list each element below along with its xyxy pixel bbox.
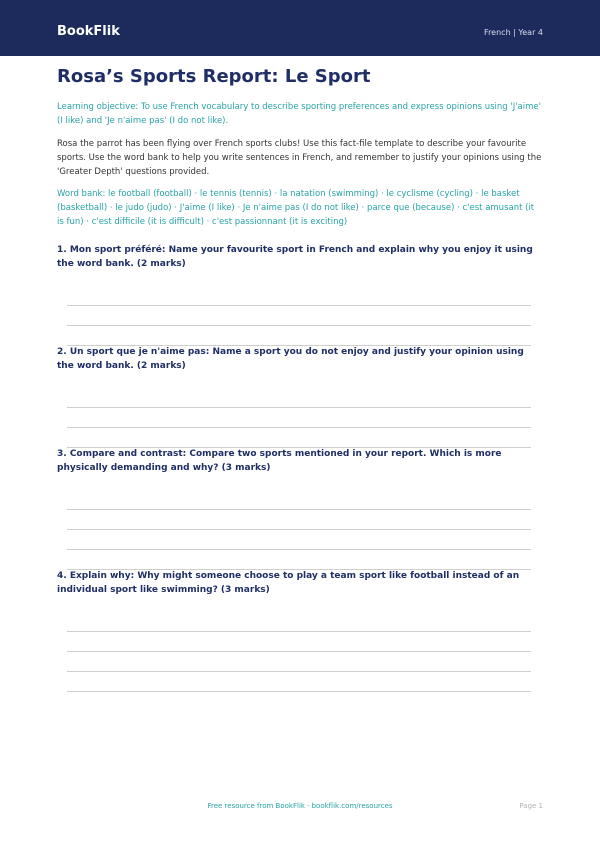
question-4 (57, 569, 543, 597)
answer-line[interactable] (67, 305, 531, 306)
question-text: 1. Mon sport préféré: Name your favourite sport in French and explain why you enjoy it using the word bank. (2 marks) (57, 245, 533, 269)
answer-line[interactable] (67, 631, 531, 632)
question-3 (57, 447, 543, 475)
question-2 (57, 345, 543, 373)
question-text: 4. Explain why: Why might someone choose to play a team sport like football instead of an individual sport like swimming? (3 marks) (57, 571, 520, 595)
answer-line[interactable] (67, 671, 531, 672)
page-header (0, 0, 600, 56)
intro-text: Rosa the parrot has been flying over French sports clubs! Use this fact-file template to describe your favourite sports. Use the word bank to help you write sentences in French, and remember to justify your opinions using the 'Greater Depth' questions provided. (57, 139, 542, 177)
question-text: 3. Compare and contrast: Compare two sports mentioned in your report. Which is more physically demanding and why? (3 marks) (57, 449, 502, 473)
answer-line[interactable] (67, 325, 531, 326)
answer-line[interactable] (67, 691, 531, 692)
page-number: Page 1 (519, 802, 543, 810)
answer-line[interactable] (67, 427, 531, 428)
answer-line[interactable] (67, 549, 531, 550)
subject-year-label: French | Year 4 (484, 28, 543, 37)
learning-objective: Learning objective: To use French vocabulary to describe sporting preferences and express opinions using 'J'aime' (I like) and 'Je n'aime pas' (I do not like). (57, 102, 541, 126)
answer-line[interactable] (67, 529, 531, 530)
worksheet-content (57, 66, 543, 229)
answer-line[interactable] (67, 651, 531, 652)
brand-logo: BookFlik (57, 24, 120, 39)
question-1 (57, 243, 543, 271)
answer-line[interactable] (67, 407, 531, 408)
word-bank: Word bank: le football (football) · le tennis (tennis) · la natation (swimming) · le cyclisme (cycling) · le basket (basketball) · le judo (judo) · J'aime (I like) · Je n'aime pas (I do not like) · parce que (because) · c'est amusant (it is fun) · c'est difficile (it is difficult) · c'est passionnant (it is exciting) (57, 189, 535, 227)
question-text: 2. Un sport que je n'aime pas: Name a sport you do not enjoy and justify your opinion using the word bank. (2 marks) (57, 347, 524, 371)
footer-credit: Free resource from BookFlik · bookflik.com/resources (207, 802, 393, 810)
page-title: Rosa’s Sports Report: Le Sport (57, 66, 371, 87)
answer-line[interactable] (67, 509, 531, 510)
